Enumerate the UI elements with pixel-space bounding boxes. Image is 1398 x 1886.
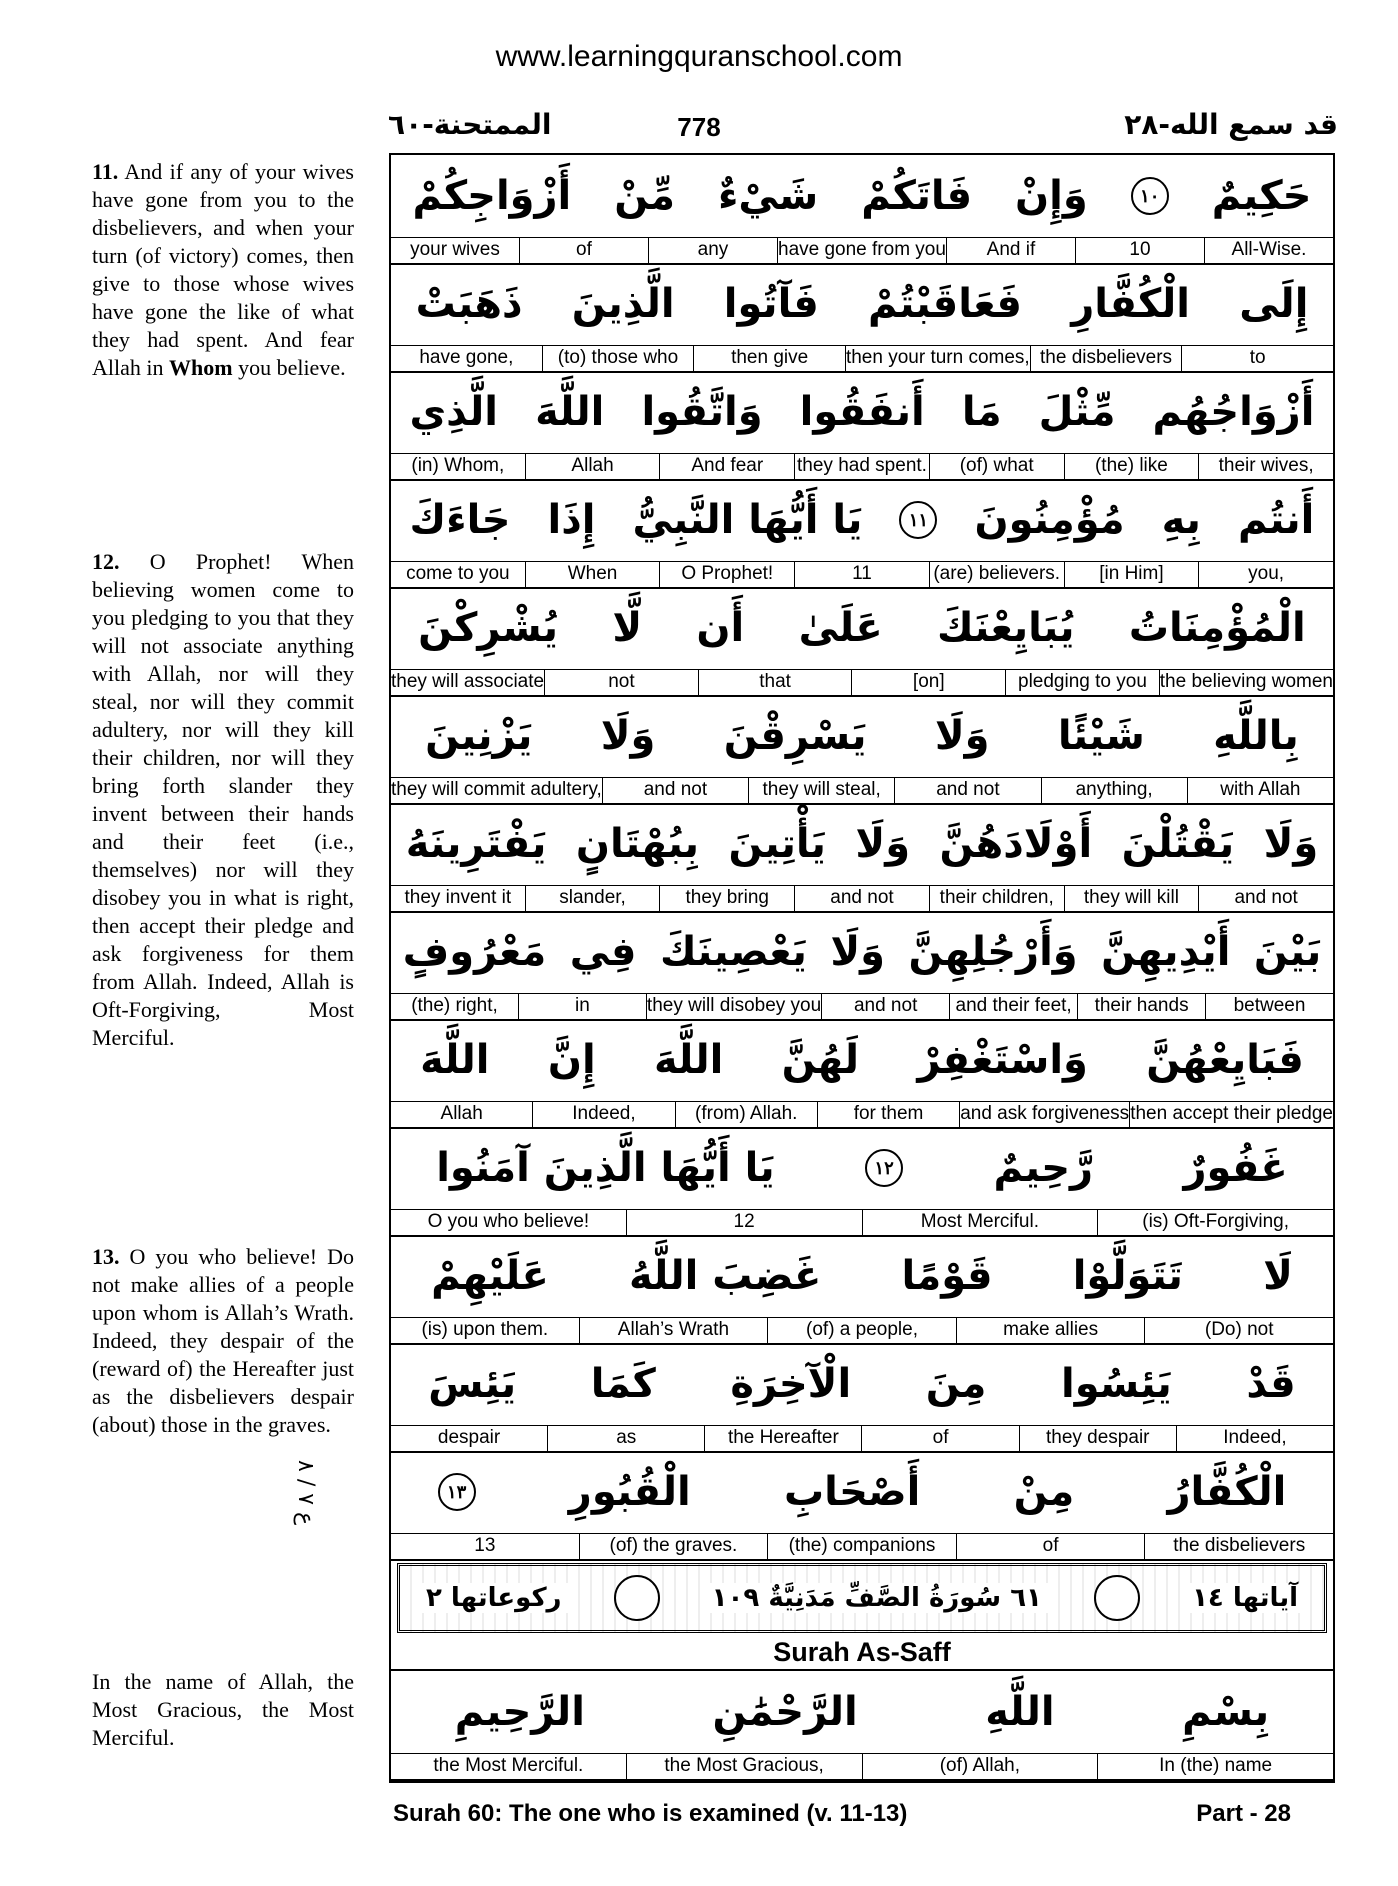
english-word: (of) the graves. (579, 1533, 768, 1559)
arabic-word: رَّحِيمٌ (993, 1145, 1094, 1191)
english-word: the Most Merciful. (433, 1755, 584, 1776)
english-word: they had spent. (794, 453, 929, 479)
english-word: (of) Allah, (862, 1753, 1098, 1779)
english-word: Allah (440, 1103, 483, 1124)
translation-verse-13 (92, 1243, 354, 1439)
verse-tail: you believe. (238, 355, 346, 380)
english-word: and their feet, (949, 993, 1077, 1019)
english-word: and not (821, 993, 949, 1019)
english-word: with Allah (1187, 777, 1333, 803)
english-row (391, 885, 1333, 913)
rukuh-marker: ع ٧ / ٨ (293, 1460, 318, 1526)
english-word: then give (693, 345, 845, 371)
arabic-word: وَاتَّقُوا (641, 389, 763, 435)
english-word: have gone from you (777, 237, 946, 263)
english-word: slander, (525, 885, 660, 911)
arabic-word: الْكُفَّارُ (1167, 1469, 1287, 1515)
verse-text: And if any of your wives have gone from you to the disbelievers, and when your turn (of victory) comes, then give to those whose wives have gone the like of what they had spent. And fear Allah in (92, 159, 354, 380)
english-row (391, 1101, 1333, 1129)
english-word: 12 (626, 1209, 862, 1235)
english-word: (to) those who (542, 345, 694, 371)
arabic-word: يَأْتِينَ (728, 821, 826, 867)
english-word: (is) Oft-Forgiving, (1097, 1209, 1333, 1235)
arabic-word: إِذَا (547, 497, 596, 543)
english-word: In (the) name (1097, 1753, 1333, 1779)
arabic-word: بَيْنَ (1253, 929, 1322, 975)
arabic-word: وَلَا (600, 713, 656, 759)
english-word: not (544, 669, 698, 695)
arabic-row (391, 911, 1333, 994)
arabic-word: أَصْحَابِ (783, 1469, 921, 1515)
verse-text: In the name of Allah, the Most Gracious, the Most Merciful. (92, 1669, 354, 1750)
arabic-word: يَزْنِينَ (425, 713, 533, 759)
arabic-word: بِبُهْتَانٍ (575, 821, 700, 867)
arabic-word: يَا أَيُّهَا الَّذِينَ آمَنُوا (436, 1145, 775, 1191)
english-row (391, 1317, 1333, 1345)
arabic-word: وَلَا (1263, 821, 1319, 867)
english-word: then accept their pledge (1129, 1101, 1333, 1127)
banner-rukus: ركوعاتها ٢ (418, 1583, 570, 1613)
arabic-word: يَا أَيُّهَا النَّبِيُّ (632, 497, 863, 543)
ayah-number-marker: ١٣ (438, 1473, 476, 1511)
arabic-word: أَزْوَاجِكُمْ (412, 173, 572, 219)
english-word: that (698, 669, 852, 695)
english-word: they bring (659, 885, 794, 911)
english-word: 10 (1075, 237, 1204, 263)
arabic-word: لَّا (612, 605, 643, 651)
english-word: 11 (794, 561, 929, 587)
english-word: (from) Allah. (675, 1101, 817, 1127)
arabic-word: الْآخِرَةِ (730, 1361, 852, 1407)
verse-line (391, 1235, 1333, 1343)
english-row (391, 561, 1333, 589)
arabic-word: لَا (1263, 1253, 1293, 1299)
english-word: [on] (851, 669, 1005, 695)
arabic-word: وَأَرْجُلِهِنَّ (908, 929, 1078, 975)
english-word: of (956, 1533, 1145, 1559)
arabic-word: اللَّهَ (535, 389, 605, 435)
arabic-row (391, 1235, 1333, 1318)
english-word: (the) like (1064, 453, 1199, 479)
footer-surah-info: Surah 60: The one who is examined (v. 11-13) (393, 1800, 908, 1827)
surah-banner (397, 1563, 1327, 1633)
arabic-word: يُشْرِكْنَ (418, 605, 559, 651)
arabic-word: فَبَايِعْهُنَّ (1146, 1037, 1304, 1083)
english-row (391, 669, 1333, 697)
arabic-row (391, 1451, 1333, 1534)
arabic-word: إِنَّ (547, 1037, 596, 1083)
arabic-word: كَمَا (590, 1361, 656, 1407)
verse-line (391, 1127, 1333, 1235)
english-word: they will associate (390, 671, 545, 692)
surah-name-english: Surah As-Saff (391, 1635, 1333, 1671)
arabic-word: يَعْصِينَكَ (659, 929, 807, 975)
arabic-word: اللَّهَ (420, 1037, 490, 1083)
arabic-word: وَلَا (855, 821, 911, 867)
english-word: (is) upon them. (421, 1319, 549, 1340)
arabic-word: مِّثْلَ (1038, 389, 1116, 435)
arabic-row (391, 803, 1333, 886)
arabic-word: الَّذِي (409, 389, 499, 435)
english-word: any (648, 237, 777, 263)
english-word: and not (894, 777, 1040, 803)
word-by-word-grid (389, 153, 1335, 1783)
english-word: 13 (474, 1535, 496, 1556)
verse-number: 12. (92, 549, 120, 574)
english-word: (of) what (929, 453, 1064, 479)
english-word: (the) companions (767, 1533, 956, 1559)
english-word: as (547, 1425, 704, 1451)
arabic-row (391, 1343, 1333, 1426)
arabic-word: فَاتَكُمْ (861, 173, 973, 219)
arabic-word: مِّنْ (614, 173, 675, 219)
english-word: Indeed, (1176, 1425, 1333, 1451)
arabic-word: وَلَا (830, 929, 885, 975)
english-word: and not (794, 885, 929, 911)
arabic-word: أَزْوَاجُهُم (1152, 389, 1315, 435)
english-word: their children, (929, 885, 1064, 911)
arabic-row (391, 1019, 1333, 1102)
ornament-icon (614, 1575, 660, 1621)
english-word: they will steal, (748, 777, 894, 803)
verse-line (391, 371, 1333, 479)
arabic-word: وَاسْتَغْفِرْ (917, 1037, 1088, 1083)
arabic-row (391, 1127, 1333, 1210)
arabic-word: إِلَى (1239, 281, 1309, 327)
arabic-word: الْمُؤْمِنَاتُ (1128, 605, 1306, 651)
footer-part: Part - 28 (1196, 1800, 1291, 1827)
ornament-icon (1094, 1575, 1140, 1621)
english-word: despair (437, 1427, 501, 1448)
english-word: your wives (410, 239, 500, 260)
arabic-word: بِاللَّهِ (1213, 713, 1299, 759)
arabic-word: ذَهَبَتْ (415, 281, 523, 327)
site-url: www.learningquranschool.com (495, 40, 903, 73)
banner-surah-title: ٦١ سُورَةُ الصَّفِّ مَدَنِيَّةٌ ١٠٩ (704, 1583, 1050, 1613)
english-word: O you who believe! (427, 1211, 590, 1232)
english-word: And fear (659, 453, 794, 479)
english-word: (of) a people, (767, 1317, 956, 1343)
arabic-row (391, 155, 1333, 238)
arabic-word: عَلَيْهِمْ (431, 1253, 549, 1299)
arabic-word: أَيْدِيهِنَّ (1101, 929, 1231, 975)
english-word: their hands (1077, 993, 1205, 1019)
english-word: (in) Whom, (411, 455, 505, 476)
arabic-word: مِنْ (1013, 1469, 1075, 1515)
arabic-word: أَن (696, 605, 745, 651)
arabic-word: جَاءَكَ (409, 497, 511, 543)
english-row (391, 1209, 1333, 1237)
arabic-word: الْكُفَّارِ (1071, 281, 1191, 327)
english-word: they despair (1019, 1425, 1176, 1451)
verse-line (391, 479, 1333, 587)
english-word: the believing women (1159, 669, 1333, 695)
english-word: the disbelievers (1030, 345, 1182, 371)
arabic-word: يَفْتَرِينَهُ (405, 821, 547, 867)
arabic-word: مِنَ (925, 1361, 987, 1407)
english-word: their wives, (1198, 453, 1333, 479)
english-word: O Prophet! (659, 561, 794, 587)
english-word: Allah (525, 453, 660, 479)
arabic-word: اللَّهَ (654, 1037, 724, 1083)
arabic-word: فِي (569, 929, 637, 975)
arabic-word: أَوْلَادَهُنَّ (939, 821, 1093, 867)
english-word: of (519, 237, 648, 263)
english-word: the disbelievers (1144, 1533, 1333, 1559)
verse-bold-word: Whom (169, 355, 233, 380)
verse-line (391, 1343, 1333, 1451)
arabic-word: شَيْئًا (1057, 713, 1145, 759)
english-word: Indeed, (532, 1101, 674, 1127)
english-word: and not (1198, 885, 1333, 911)
arabic-word: فَعَاقَبْتُمْ (867, 281, 1022, 327)
english-word: they will commit adultery, (391, 779, 602, 800)
arabic-word: لَهُنَّ (781, 1037, 860, 1083)
arabic-word: وَإِنْ (1015, 173, 1088, 219)
arabic-word: يُبَايِعْنَكَ (936, 605, 1075, 651)
english-word: pledging to you (1005, 669, 1159, 695)
english-row (391, 453, 1333, 481)
arabic-word: أَنفَقُوا (799, 389, 925, 435)
verse-line (391, 803, 1333, 911)
page-number: 778 (677, 112, 721, 142)
verse-line (391, 1019, 1333, 1127)
english-word: between (1205, 993, 1333, 1019)
english-word: Allah’s Wrath (579, 1317, 768, 1343)
verse-line (391, 587, 1333, 695)
english-word: All-Wise. (1204, 237, 1333, 263)
translation-verse-11 (92, 158, 354, 382)
english-word: (are) believers. (929, 561, 1064, 587)
english-word: (Do) not (1144, 1317, 1333, 1343)
arabic-word: يَئِسَ (428, 1361, 517, 1407)
arabic-word: تَتَوَلَّوْا (1072, 1253, 1183, 1299)
arabic-row (391, 263, 1333, 346)
english-word: to (1181, 345, 1333, 371)
english-word: you, (1198, 561, 1333, 587)
arabic-word: الرَّحْمَٰنِ (712, 1689, 858, 1735)
english-word: and not (602, 777, 748, 803)
english-row (391, 777, 1333, 805)
arabic-word: يَئِسُوا (1060, 1361, 1172, 1407)
english-word: Most Merciful. (862, 1209, 1098, 1235)
english-row (391, 1533, 1333, 1561)
english-word: then your turn comes, (845, 345, 1030, 371)
arabic-word: يَقْتُلْنَ (1121, 821, 1235, 867)
english-word: they will disobey you (646, 993, 821, 1019)
ayah-number-marker: ١١ (899, 501, 937, 539)
arabic-word: بِسْمِ (1182, 1689, 1270, 1735)
banner-ayat: آياتها ١٤ (1184, 1583, 1306, 1613)
arabic-word: غَضِبَ اللَّهُ (629, 1253, 822, 1299)
arabic-row (391, 587, 1333, 670)
verse-line (391, 155, 1333, 263)
ayah-number-marker: ١٢ (865, 1149, 903, 1187)
arabic-word: فَآتُوا (723, 281, 819, 327)
english-word: of (861, 1425, 1018, 1451)
verse-line (391, 263, 1333, 371)
arabic-word: اللَّهِ (985, 1689, 1055, 1735)
verse-line (391, 695, 1333, 803)
arabic-word: شَيْءٌ (717, 173, 819, 219)
arabic-row (391, 1671, 1333, 1754)
arabic-word: حَكِيمٌ (1211, 173, 1312, 219)
arabic-word: غَفُورٌ (1183, 1145, 1288, 1191)
english-row (391, 993, 1333, 1021)
verse-line (391, 911, 1333, 1019)
verse-number: 11. (92, 159, 119, 184)
english-word: and ask forgiveness (959, 1101, 1129, 1127)
english-word: And if (946, 237, 1075, 263)
arabic-row (391, 695, 1333, 778)
verse-line (391, 1671, 1333, 1779)
arabic-row (391, 371, 1333, 454)
arabic-word: بِهِ (1161, 497, 1201, 543)
arabic-word: الَّذِينَ (571, 281, 675, 327)
english-row (391, 1753, 1333, 1781)
arabic-word: عَلَىٰ (798, 605, 883, 651)
english-row (391, 345, 1333, 373)
english-word: the Most Gracious, (626, 1753, 862, 1779)
arabic-word: يَسْرِقْنَ (723, 713, 867, 759)
arabic-word: قَوْمًا (901, 1253, 993, 1299)
verse-text: O you who believe! Do not make allies of a people upon whom is Allah’s Wrath. Indeed, they despair of the (reward of) the Hereafter just as the disbelievers despair (about) those in the graves. (92, 1244, 354, 1437)
english-word: they will kill (1064, 885, 1199, 911)
ayah-number-marker: ١٠ (1131, 177, 1169, 215)
arabic-word: أَنتُم (1237, 497, 1315, 543)
arabic-word: الرَّحِيمِ (454, 1689, 585, 1735)
translation-verse-12 (92, 548, 354, 1052)
verse-text: O Prophet! When believing women come to you pledging to you that they will not associate anything with Allah, nor will they steal, nor will they commit adultery, nor will they kill their children, nor will they bring forth slander they invent between their hands and their feet (i.e., themselves) nor will they disobey you in what is right, then accept their pledge and ask forgiveness for them from Allah. Indeed, Allah is Oft-Forgiving, Most Merciful. (92, 549, 354, 1050)
english-word: anything, (1041, 777, 1187, 803)
english-word: (the) right, (411, 995, 498, 1016)
verse-line (391, 1451, 1333, 1559)
english-word: in (518, 993, 646, 1019)
arabic-word: مَا (961, 389, 1002, 435)
english-row (391, 237, 1333, 265)
english-word: [in Him] (1064, 561, 1199, 587)
english-word: have gone, (419, 347, 514, 368)
surah-header-arabic-left: الممتحنة-٦٠ (388, 108, 552, 141)
arabic-word: مَعْرُوفٍ (402, 929, 547, 975)
english-word: for them (817, 1101, 959, 1127)
english-word: they invent it (404, 887, 512, 908)
arabic-word: مُؤْمِنُونَ (974, 497, 1125, 543)
arabic-word: قَدْ (1246, 1361, 1296, 1407)
arabic-word: الْقُبُورِ (568, 1469, 691, 1515)
english-word: When (525, 561, 660, 587)
english-word: come to you (406, 563, 510, 584)
english-word: make allies (956, 1317, 1145, 1343)
juz-header-arabic-right: قد سمع الله-٢٨ (1124, 108, 1338, 141)
arabic-word: وَلَا (934, 713, 990, 759)
english-word: the Hereafter (704, 1425, 861, 1451)
translation-basmala (92, 1668, 354, 1752)
verse-number: 13. (92, 1244, 120, 1269)
arabic-row (391, 479, 1333, 562)
english-row (391, 1425, 1333, 1453)
